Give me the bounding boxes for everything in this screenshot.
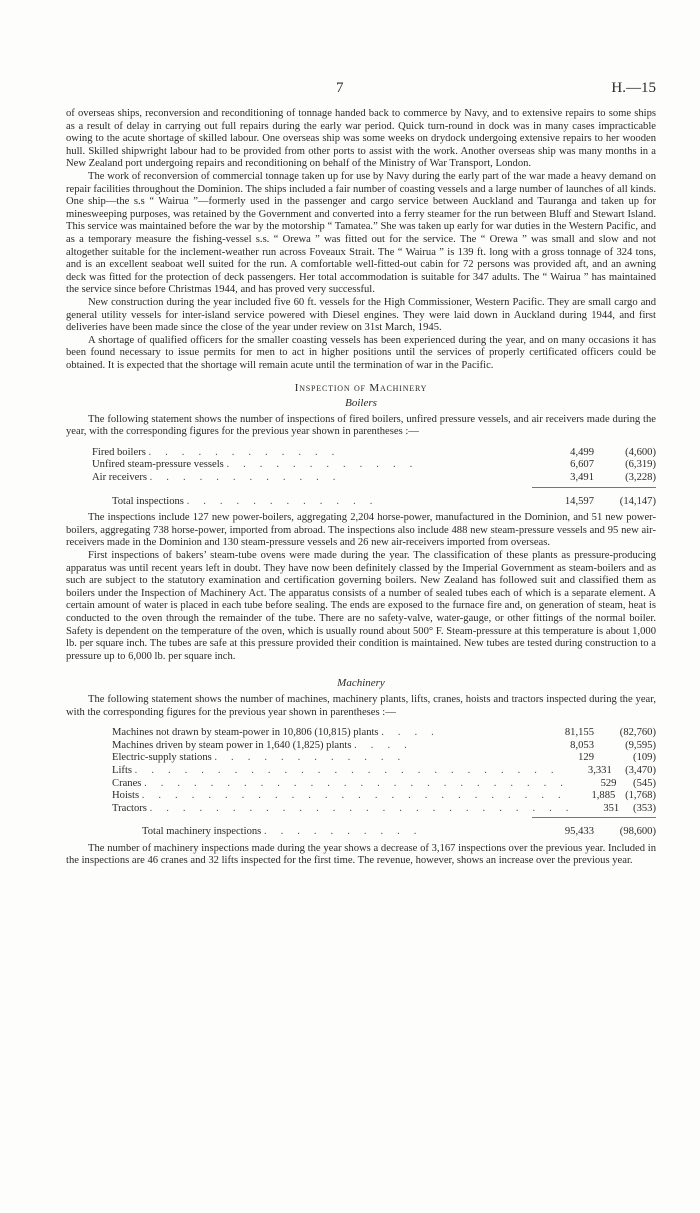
row-previous: (82,760) (619, 727, 656, 739)
table-row: Fired boilers ............ 4,499 (4,600) (92, 446, 656, 458)
boilers-table (66, 447, 656, 508)
machinery-intro: The following statement shows the number of machines, machinery plants, lifts, cranes, hoists and tractors inspected during the year, with the corresponding figures for the previous year shown in parentheses :— (66, 693, 656, 718)
row-value: 6,607 (570, 459, 594, 471)
row-label: Electric-supply stations (112, 752, 212, 764)
table-total-row: Total inspections ............ 14,597 (14,147) (112, 495, 656, 507)
machinery-table (66, 727, 656, 839)
row-previous: (6,319) (625, 459, 656, 471)
row-value: 351 (603, 802, 620, 814)
table-row: Unfired steam-pressure vessels ............ 6,607 (6,319) (92, 459, 656, 471)
row-label: Air receivers (92, 472, 147, 484)
total-label: Total machinery inspections (142, 826, 262, 838)
table-row: Tractors .......................... 351 (353) (112, 802, 656, 814)
row-label: Lifts (112, 764, 133, 776)
table-row: Cranes .......................... 529 (545) (112, 777, 656, 789)
paragraph-new-construction: New construction during the year included five 60 ft. vessels for the High Commissioner, Western Pacific. They are small cargo and general utility vessels for inter-island service powered with Diesel engines. They were laid down in Auckland during 1944, and first deliveries have been made since the close of the year under review on 31st March, 1945. (66, 296, 656, 334)
row-previous: (109) (633, 752, 656, 764)
body-text (66, 108, 656, 868)
table-row: Hoists .......................... 1,885 (1,768) (112, 790, 656, 802)
section-heading-inspection-of-machinery: Inspection of Machinery (294, 382, 428, 395)
table-row: Machines not drawn by steam-power in 10,806 (10,815) plants .... 81,155 (82,760) (112, 727, 656, 739)
row-value: 1,885 (591, 790, 616, 802)
row-previous: (9,595) (625, 739, 656, 751)
row-previous: (3,228) (625, 472, 656, 484)
row-label: Hoists (112, 790, 140, 802)
page-header (66, 80, 656, 100)
row-label: Machines driven by steam power in 1,640 (1,825) plants (112, 739, 352, 751)
total-value: 95,433 (564, 826, 594, 838)
subheading-boilers: Boilers (345, 397, 377, 410)
boilers-paragraph-2: First inspections of bakers’ steam-tube ovens were made during the year. The classification of these plants as pressure-producing apparatus was until recent years left in doubt. They have now been definitely classed by the Imperial Government as steam-boilers and as such are subject to the statutory examination and certification governing boilers. New Zealand has followed suit and classified them as boilers under the Inspection of Machinery Act. The apparatus consists of a number of sealed tubes each of which is a separate element. A certain amount of water is placed in each tube before sealing. The ends are exposed to the furnace fire and, on generation of steam, heat is conducted to the oven through the remainder of the tube. There are no safety-valve, water-gauge, or other fittings of the normal boiler. Safety is dependent on the temperature of the oven, which is usually round about 500° F. Steam-pressure at this temperature is about 1,000 lb. per square inch. The tubes are safe at this pressure provided their condition is maintained. New tubes are tested during construction to a pressure up to 6,000 lb. per square inch. (66, 550, 656, 662)
total-previous: (14,147) (619, 495, 656, 507)
row-value: 129 (578, 752, 594, 764)
row-value: 4,499 (570, 446, 594, 458)
row-label: Machines not drawn by steam-power in 10,806 (10,815) plants (112, 727, 379, 739)
row-label: Fired boilers (92, 446, 146, 458)
row-previous: (545) (633, 777, 656, 789)
machinery-paragraph-1: The number of machinery inspections made during the year shows a decrease of 3,167 inspections over the previous year. Included in the inspections are 46 cranes and 32 lifts inspected for the first time. The revenue, however, shows an increase over the previous year. (66, 842, 656, 867)
table-rule (66, 815, 656, 821)
table-row: Air receivers ............ 3,491 (3,228) (92, 472, 656, 484)
boilers-intro: The following statement shows the number of inspections of fired boilers, unfired pressure vessels, and air receivers made during the year, with the corresponding figures for the previous year shown in parentheses :— (66, 413, 656, 438)
row-previous: (353) (633, 802, 656, 814)
row-label: Tractors (112, 802, 147, 814)
table-row: Lifts .......................... 3,331 (3,470) (112, 764, 656, 776)
row-value: 81,155 (564, 727, 594, 739)
row-previous: (1,768) (625, 790, 656, 802)
table-rule (66, 485, 656, 491)
boilers-paragraph-1: The inspections include 127 new power-boilers, aggregating 2,204 horse-power, manufactured in the Dominion, and 51 new power-boilers, aggregating 738 horse-power, imported from abroad. The inspections also include 488 new steam-pressure vessels and 95 new air-receivers made in the Dominion and 130 steam-pressure vessels and 26 new air-receivers imported from overseas. (66, 512, 656, 549)
table-total-row: Total machinery inspections .......... 95,433 (98,600) (142, 826, 656, 838)
total-value: 14,597 (564, 495, 594, 507)
row-value: 3,491 (570, 472, 594, 484)
table-row: Electric-supply stations ............ 129 (109) (112, 752, 656, 764)
row-label: Unfired steam-pressure vessels (92, 459, 224, 471)
row-value: 529 (600, 777, 617, 789)
row-label: Cranes (112, 777, 142, 789)
row-previous: (3,470) (625, 764, 656, 776)
row-value: 8,053 (570, 739, 594, 751)
paragraph-reconversion: The work of reconversion of commercial tonnage taken up for use by Navy during the early part of the war made a heavy demand on repair facilities throughout the Dominion. The ships included a fair number of coasting vessels and a large number of launches of all kinds. One ship—the s.s “ Wairua ”—formerly used in the passenger and cargo service between Auckland and Tauranga and taken up for minesweeping purposes, was retained by the Government and converted into a ferry steamer for the run between Bluff and Stewart Island. This service was maintained before the war by the motorship “ Tamatea.” She was taken up early for war duties in the Western Pacific, and as a temporary measure the fishing-vessel s.s. “ Orewa ” was fitted out for the service. The “ Orewa ” was small and slow and not altogether suitable for the inclement-weather run across Foveaux Strait. The “ Wairua ” is 139 ft. long with a gross tonnage of 324 tons, and is an excellent seaboat well suited for the run. A comfortable well-fitted-out cabin for 72 persons was provided aft, and an awning deck was fitted for the protection of deck passengers. Her total accommodation is suitable for 347 adults. The “ Wairua ” has maintained the service since before Christmas 1944, and has proved very successful. (66, 170, 656, 296)
table-row: Machines driven by steam power in 1,640 (1,825) plants .... 8,053 (9,595) (112, 739, 656, 751)
row-value: 3,331 (587, 764, 612, 776)
row-previous: (4,600) (625, 446, 656, 458)
document-reference: H.—15 (611, 80, 656, 96)
total-previous: (98,600) (619, 826, 656, 838)
paragraph-officer-shortage: A shortage of qualified officers for the smaller coasting vessels has been experienced during the year, and on many occasions it has been found necessary to issue permits for men to act in higher positions until the services of properly certificated officers could be obtained. It is expected that the shortage will remain acute until the termination of war in the Pacific. (66, 334, 656, 371)
page-number: 7 (336, 80, 344, 96)
total-label: Total inspections (112, 495, 184, 507)
paragraph-overseas-ships: of overseas ships, reconversion and reconditioning of tonnage handed back to commerce by Navy, and to extensive repairs to some ships as a result of delay in carrying out full repairs during the early war period. Quick turn-round in dock was in many cases impracticable owing to the acute shortage of skilled labour. One overseas ship was some weeks on drydock undergoing extensive repairs to her wooden hull. Skilled shipwright labour had to be provided from other ports to assist with the work. Another overseas ship was many months in a New Zealand port undergoing repairs and reconditioning on behalf of the Ministry of War Transport, London. (66, 108, 656, 170)
subheading-machinery: Machinery (337, 677, 385, 690)
